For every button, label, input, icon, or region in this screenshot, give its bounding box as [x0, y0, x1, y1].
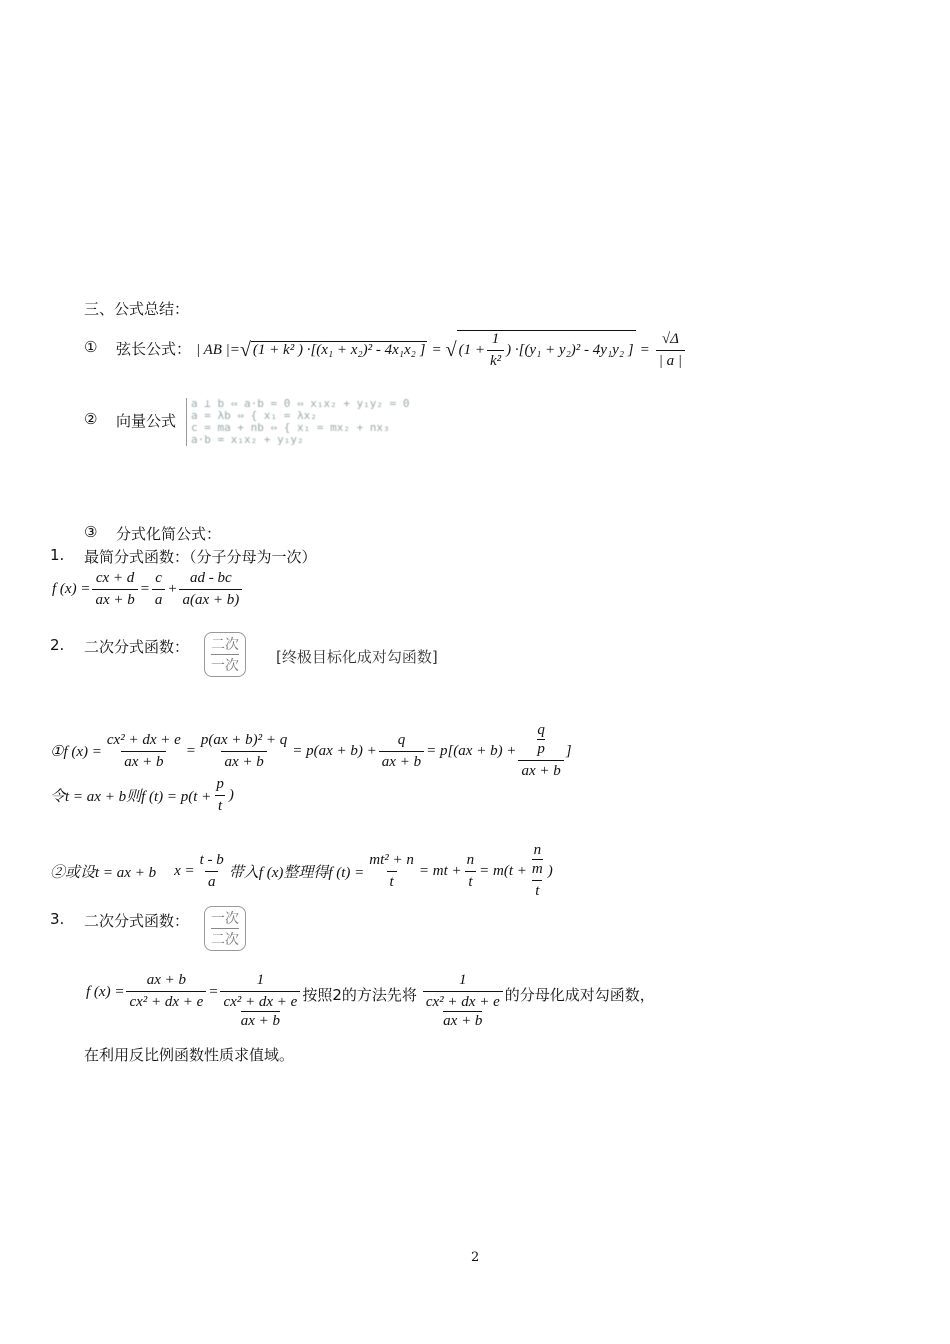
formula-pre: ②或设t = ax + b: [50, 864, 157, 881]
chord-part2-pre: (1 +: [458, 342, 485, 358]
frac-num: ad - bc: [190, 570, 232, 586]
sqrt-icon: √: [239, 338, 251, 361]
fraction: [104, 732, 184, 771]
paren-num: 二次: [211, 637, 239, 653]
frac-den: t: [465, 871, 475, 891]
formula-lhs: f (x) =: [86, 984, 125, 1000]
frac-num: ax + b: [146, 972, 187, 988]
simple-fraction-formula: [52, 570, 244, 609]
formula-lhs: f (x) =: [52, 581, 91, 597]
formula-mid: 按照2的方法先将: [302, 986, 417, 1004]
linear-over-quadratic-formula: [86, 972, 655, 1030]
frac-num: cx² + dx + e: [106, 731, 181, 748]
sub-text-1: 最简分式函数：（分子分母为一次）: [84, 548, 317, 566]
formula-end: ): [228, 787, 234, 803]
sub-number-1: 1.: [50, 546, 65, 564]
chord-part2: [457, 330, 636, 370]
frac-den-bottom: ax + b: [240, 1013, 281, 1029]
frac-num: n: [466, 851, 475, 868]
sub-text-2: 二次分式函数：: [84, 638, 190, 656]
frac-den: a: [205, 871, 219, 891]
frac-num: 1: [491, 331, 500, 347]
item-marker-1: ①: [84, 338, 98, 356]
formula-end: 的分母化成对勾函数，: [504, 986, 655, 1004]
paren-num: 一次: [211, 911, 239, 927]
frac-den: ax + b: [121, 751, 166, 771]
item-marker-2: ②: [84, 410, 98, 428]
vector-line: a·b = x₁x₂ + y₁y₂: [191, 433, 304, 446]
chord-part1: (1 + k² ) ·[(x₁ + x₂)² - 4x₁x₂ ]: [252, 342, 426, 358]
frac-den: cx² + dx + e: [126, 991, 206, 1011]
frac-den: a: [152, 589, 166, 609]
formula-pre: 令t = ax + b则f (t) = p(t +: [50, 789, 212, 805]
fraction: [92, 570, 137, 609]
item-marker-3: ③: [84, 523, 98, 541]
frac-top: q: [537, 722, 545, 738]
fraction: [197, 852, 227, 891]
sub-3-conclusion: 在利用反比例函数性质求值域。: [84, 1046, 295, 1064]
fraction: [379, 732, 424, 771]
compound-fraction: [529, 842, 546, 900]
quadratic-over-linear-formula: [50, 722, 572, 780]
sub-text-3: 二次分式函数：: [84, 912, 190, 930]
sqrt-icon: √: [445, 338, 457, 361]
frac-num: mt² + n: [369, 851, 414, 868]
frac-num: 1: [459, 972, 467, 988]
fraction: [366, 852, 417, 891]
frac-num: √Δ: [661, 330, 679, 347]
frac-num: p: [216, 776, 224, 792]
fraction: [656, 331, 685, 370]
formula-mid3: = m(t +: [479, 862, 527, 879]
formula-lhs: ①f (x) =: [50, 743, 102, 760]
frac-den: k²: [487, 350, 504, 370]
frac-den: ax + b: [221, 751, 266, 771]
compound-fraction: [423, 972, 503, 1030]
formula-plus: +: [167, 581, 178, 597]
formula-eq: =: [208, 984, 219, 1000]
chord-eq: =: [431, 341, 442, 358]
paren-den: 一次: [211, 654, 239, 675]
formula-mid: 带入f (x)整理得f (t) =: [228, 864, 365, 881]
vector-line: a ⊥ b ⇔ a·b = 0 ⇔ x₁x₂ + y₁y₂ = 0: [191, 397, 410, 410]
chord-ab: | AB |=: [196, 341, 240, 358]
vector-line: a = λb ⇔ { x₁ = λx₂: [191, 409, 317, 422]
item-label-vector: 向量公式: [116, 412, 177, 430]
frac-den: t: [532, 880, 542, 900]
frac-den-top: cx² + dx + e: [425, 994, 500, 1010]
formula-end: ]: [565, 742, 572, 759]
degree-paren-2: [204, 632, 246, 677]
fraction: [179, 570, 242, 609]
vector-line: c = ma + nb ⇔ { x₁ = mx₂ + nx₃: [191, 421, 390, 434]
frac-den: a(ax + b): [179, 589, 242, 609]
frac-num: q: [397, 731, 406, 748]
section-title: 三、公式总结：: [84, 300, 190, 318]
frac-den: t: [215, 795, 225, 815]
formula-mid2: = mt +: [418, 862, 462, 879]
frac-num: cx + d: [95, 570, 135, 586]
frac-den: t: [387, 871, 397, 891]
frac-den: | a |: [656, 350, 685, 370]
paren-den: 二次: [211, 928, 239, 949]
frac-num: t - b: [199, 851, 224, 868]
sub-number-3: 3.: [50, 910, 65, 928]
degree-paren-3: [204, 906, 246, 951]
frac-den-top: cx² + dx + e: [223, 994, 298, 1010]
page-number: 2: [471, 1250, 480, 1265]
formula-x: x =: [174, 862, 195, 879]
sub-number-2: 2.: [50, 636, 65, 654]
substitution-formula: [50, 776, 234, 815]
chord-formula: [196, 330, 687, 370]
compound-fraction: [220, 972, 300, 1030]
alternative-substitution-formula: [50, 842, 553, 900]
frac-den: ax + b: [92, 589, 137, 609]
frac-num: p: [537, 741, 545, 757]
frac-num: p(ax + b)² + q: [200, 731, 288, 748]
frac-num: 1: [256, 972, 265, 988]
fraction: [198, 732, 290, 771]
formula-eq: =: [139, 581, 150, 597]
formula-mid: = p(ax + b) +: [292, 742, 377, 759]
fraction: [126, 972, 206, 1011]
frac-top: n: [533, 842, 542, 858]
item-label-fraction: 分式化简公式：: [116, 525, 222, 543]
frac-num: m: [531, 861, 543, 877]
vector-formula-block: [186, 398, 410, 446]
formula-mid2: = p[(ax + b) +: [426, 742, 517, 759]
formula-eq: =: [185, 742, 196, 759]
item-label-chord: 弦长公式：: [116, 340, 192, 358]
ultimate-goal-note: [终极目标化成对勾函数]: [276, 648, 438, 666]
fraction: [487, 331, 504, 370]
frac-den: ax + b: [379, 751, 424, 771]
chord-part2-post: ) ·[(y₁ + y₂)² - 4y₁y₂ ]: [506, 342, 634, 358]
frac-den-bottom: ax + b: [443, 1013, 483, 1029]
fraction: [213, 776, 227, 815]
formula-end: ): [547, 862, 553, 879]
fraction: [464, 852, 478, 891]
frac-den: ax + b: [518, 760, 563, 780]
fraction: [152, 570, 166, 609]
chord-eq2: =: [639, 341, 650, 358]
frac-num: c: [155, 570, 162, 586]
compound-fraction: [518, 722, 563, 780]
